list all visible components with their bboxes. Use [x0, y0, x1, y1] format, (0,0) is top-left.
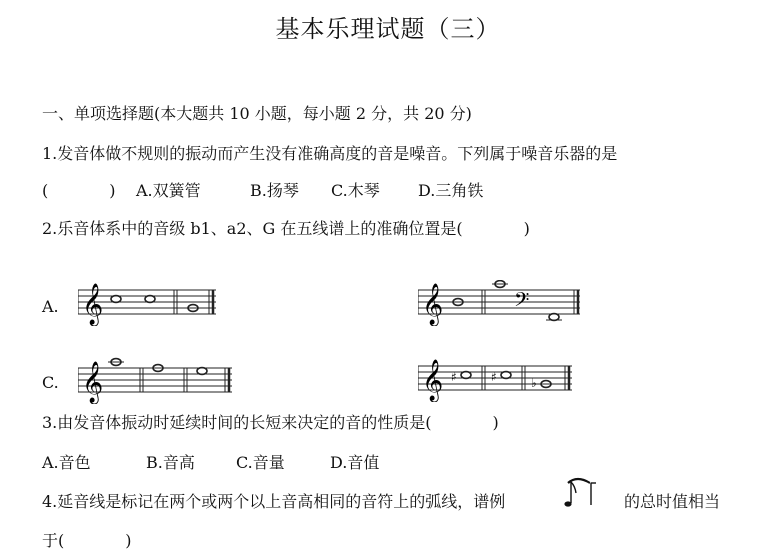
eighth-note — [564, 501, 571, 506]
sharp-icon: ♯ — [451, 370, 457, 384]
question-3-option-d: D.音值 — [330, 453, 380, 472]
whole-note — [111, 296, 121, 303]
sharp-icon: ♯ — [491, 370, 497, 384]
question-4-stem-before: 4.延音线是标记在两个或两个以上音高相同的音符上的弧线，谱例 — [42, 492, 506, 511]
treble-clef-icon: 𝄞 — [82, 284, 104, 325]
question-1-option-b: B.扬琴 — [250, 181, 299, 200]
bass-clef-icon: 𝄢 — [514, 288, 530, 316]
whole-note — [461, 372, 471, 379]
question-1-blank: ( ) — [42, 181, 116, 200]
question-2-label-c: C. — [42, 373, 59, 392]
treble-clef-icon: 𝄞 — [422, 360, 444, 401]
question-1-option-d: D.三角铁 — [418, 181, 484, 200]
whole-note — [197, 368, 207, 375]
question-3-stem: 3.由发音体振动时延续时间的长短来决定的音的性质是( ) — [42, 413, 499, 432]
question-3-option-c: C.音量 — [236, 453, 285, 472]
flat-icon: ♭ — [531, 376, 537, 390]
whole-note — [501, 372, 511, 379]
whole-note — [145, 296, 155, 303]
whole-note — [549, 314, 559, 321]
staff-option-a — [78, 280, 218, 326]
question-2-label-a: A. — [42, 297, 59, 316]
question-4-stem-after: 的总时值相当 — [624, 492, 721, 511]
page-title: 基本乐理试题（三） — [275, 15, 501, 43]
question-1-option-c: C.木琴 — [331, 181, 380, 200]
staff-option-c — [78, 354, 234, 404]
treble-clef-icon: 𝄞 — [82, 362, 104, 403]
section-heading: 一、单项选择题(本大题共 10 小题，每小题 2 分，共 20 分) — [42, 104, 472, 123]
treble-clef-icon: 𝄞 — [422, 284, 444, 325]
tied-notes-example — [562, 474, 604, 510]
staff-option-b — [418, 280, 582, 326]
question-1-option-a: A.双簧管 — [136, 181, 201, 200]
question-1-stem: 1.发音体做不规则的振动而产生没有准确高度的音是噪音。下列属于噪音乐器的是 — [42, 144, 618, 163]
question-4-continuation: 于( ) — [42, 531, 132, 550]
staff-option-d — [418, 356, 574, 402]
question-3-option-b: B.音高 — [146, 453, 195, 472]
question-3-option-a: A.音色 — [42, 453, 91, 472]
question-2-stem: 2.乐音体系中的音级 b1、a2、G 在五线谱上的准确位置是( ) — [42, 219, 530, 238]
